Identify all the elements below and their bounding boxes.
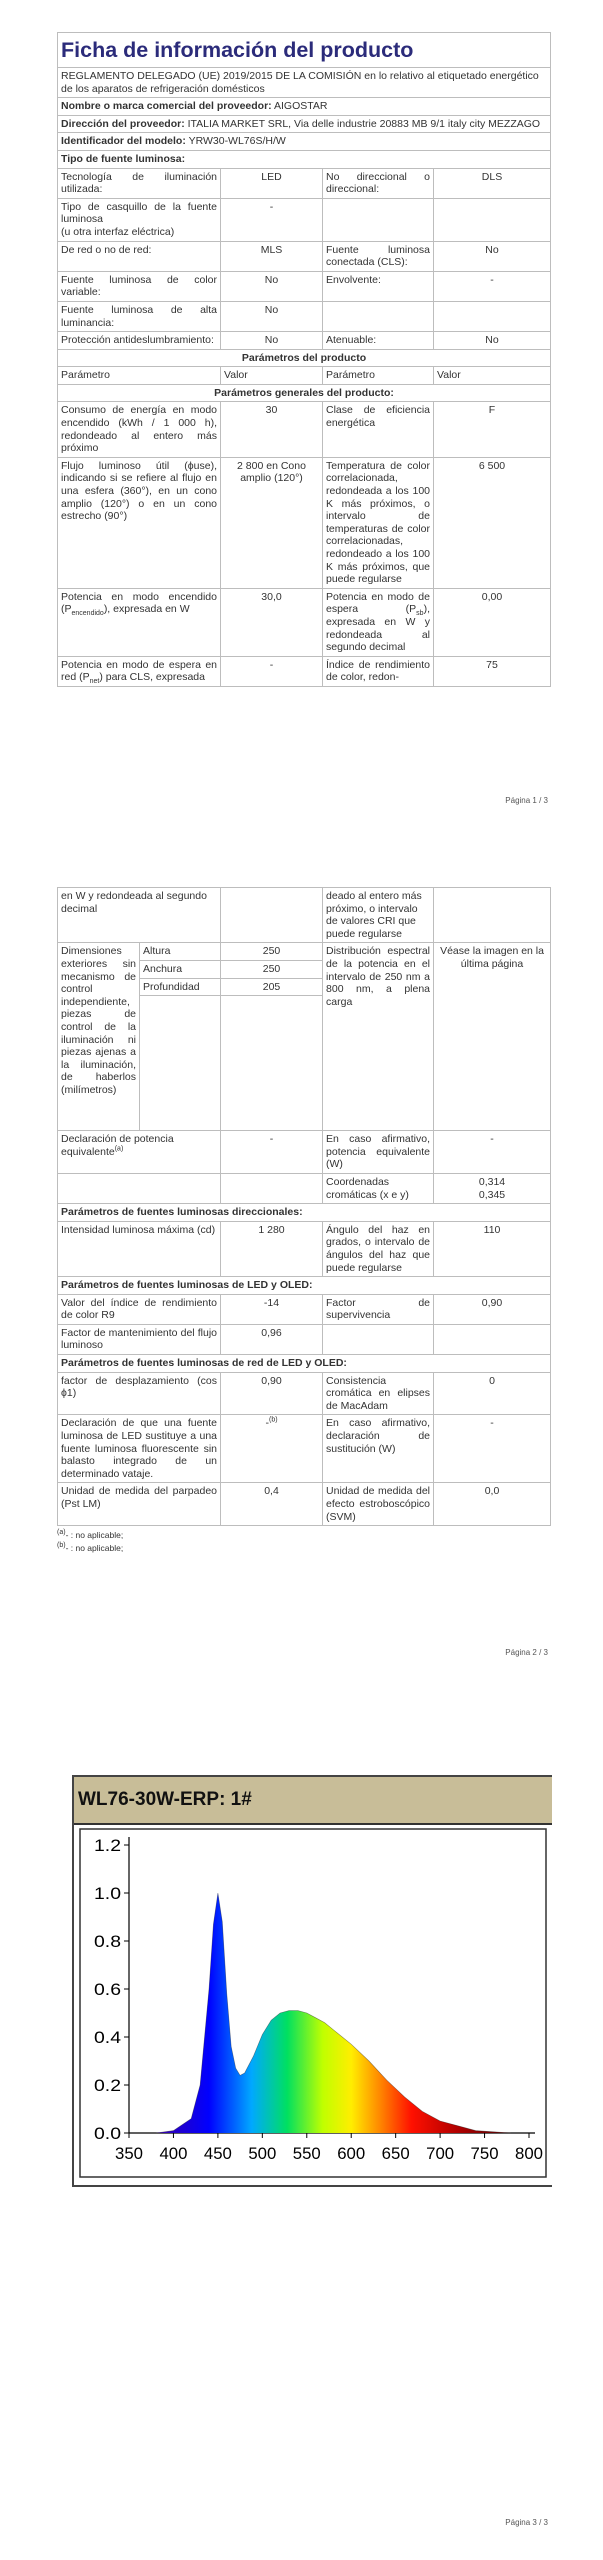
led-value-2: 0,90: [434, 1294, 551, 1324]
type-value-2: -: [434, 271, 551, 301]
type-value-2: No: [434, 241, 551, 271]
net-label: Unidad de medida del parpadeo (Pst LM): [58, 1483, 221, 1526]
param-row: [58, 402, 551, 457]
supplier-value: AIGOSTAR: [274, 100, 328, 113]
max-intensity-label: Intensidad luminosa máxima (cd): [58, 1221, 221, 1276]
param-value-2: F: [434, 402, 551, 457]
type-value-2: [434, 198, 551, 241]
col-header-param: Parámetro: [58, 367, 221, 385]
param-row: [58, 457, 551, 588]
model-value: YRW30-WL76S/H/W: [188, 135, 286, 148]
net-value-2: 0,0: [434, 1483, 551, 1526]
net-row: [58, 1372, 551, 1415]
led-value: 0,96: [221, 1324, 323, 1354]
col-header-value: Valor: [434, 367, 551, 385]
type-value: -: [221, 198, 323, 241]
type-label-2: [323, 301, 434, 331]
param-value: 2 800 en Cono amplio (120°): [221, 457, 323, 588]
page-number-1: Página 1 / 3: [505, 796, 548, 805]
net-label: Declaración de que una fuente luminosa de LED sustituye a una fuente luminosa fluorescente sin balasto integrado de un determinado vataje.: [58, 1415, 221, 1483]
equiv-power-label: En caso afirmativo, potencia equivalente (W): [323, 1131, 434, 1174]
x-tick-label: 350: [115, 2144, 143, 2163]
footnote: $^{(a)}$- : no aplicable;: [57, 1529, 124, 1541]
light-source-type-heading: Tipo de fuente luminosa:: [58, 150, 551, 168]
chart-title: WL76-30W-ERP: 1#: [78, 1789, 252, 1810]
net-row: [58, 1415, 551, 1483]
cri-value: 75: [434, 656, 551, 686]
type-row: [58, 271, 551, 301]
param-label: Consumo de energía en modo encendido (kWh / 1 000 h), redondeado al entero más próximo: [58, 402, 221, 457]
x-tick-label: 550: [292, 2144, 321, 2163]
power-on-label: Potencia en modo encendido $(P_{encendido})$, expresada en W: [58, 588, 221, 656]
general-params-heading: Parámetros generales del producto:: [58, 384, 551, 402]
page-number-2: Página 2 / 3: [505, 1648, 548, 1657]
page-1: [57, 32, 550, 687]
x-tick-label: 750: [470, 2144, 499, 2163]
dim-value: 250: [221, 943, 323, 961]
param-value-2: 6 500: [434, 457, 551, 588]
dim-key: Altura: [140, 943, 221, 961]
y-tick-label: 0.4: [94, 2028, 121, 2047]
type-value: No: [221, 332, 323, 350]
standby-value: 0,00: [434, 588, 551, 656]
net-value: 0,90: [221, 1372, 323, 1415]
network-standby-label: Potencia en modo de espera en red $(P_{net})$ para CLS, expresada: [58, 656, 221, 686]
address-row: Dirección del proveedor: ITALIA MARKET SRL, Via delle industrie 20883 MB 9/1 italy city MEZZAGO: [58, 115, 551, 133]
type-label-2: Fuente luminosa conectada (CLS):: [323, 241, 434, 271]
type-label-2: Atenuable:: [323, 332, 434, 350]
type-value-2: [434, 301, 551, 331]
type-label-2: [323, 198, 434, 241]
col-header-param: Parámetro: [323, 367, 434, 385]
equiv-power-value: -: [434, 1131, 551, 1174]
equiv-value: -: [221, 1131, 323, 1174]
type-label: Tecnología de iluminación utilizada:: [58, 168, 221, 198]
y-tick-label: 0.6: [94, 1980, 121, 1999]
chroma-value: 0,314 0,345: [434, 1173, 551, 1203]
type-value: MLS: [221, 241, 323, 271]
regulation-text: REGLAMENTO DELEGADO (UE) 2019/2015 DE LA COMISIÓN en lo relativo al etiquetado energético de los aparatos de refrigeración domésticos: [58, 68, 551, 98]
x-tick-label: 650: [381, 2144, 410, 2163]
param-label: Flujo luminoso útil (ϕuse), indicando si se refiere al flujo en una esfera (360°), en un cono amplio (120°) o en un cono estrecho (90°): [58, 457, 221, 588]
y-tick-label: 0.2: [94, 2076, 121, 2095]
spectrum-chart-frame: [72, 1775, 552, 2187]
led-oled-heading: Parámetros de fuentes luminosas de LED y OLED:: [58, 1277, 551, 1295]
x-tick-label: 800: [515, 2144, 543, 2163]
led-label: Factor de mantenimiento del flujo luminoso: [58, 1324, 221, 1354]
type-label: Protección antideslumbramiento:: [58, 332, 221, 350]
y-tick-label: 1.2: [94, 1836, 121, 1855]
x-tick-label: 700: [426, 2144, 455, 2163]
cri-label: Índice de rendimiento de color, redon-: [323, 656, 434, 686]
page-title: Ficha de información del producto: [58, 33, 551, 68]
type-row: [58, 301, 551, 331]
dim-key: Anchura: [140, 960, 221, 978]
net-value-2: 0: [434, 1372, 551, 1415]
led-value-2: [434, 1324, 551, 1354]
led-row: [58, 1324, 551, 1354]
spectrum-area: [156, 1893, 512, 2133]
net-label-2: En caso afirmativo, declaración de sustitución (W): [323, 1415, 434, 1483]
spectral-value: Véase la imagen en la última página: [434, 943, 551, 1131]
address-value: ITALIA MARKET SRL, Via delle industrie 20883 MB 9/1 italy city MEZZAGO: [187, 117, 541, 130]
spectrum-chart: [74, 1825, 552, 2185]
net-label-2: Unidad de medida del efecto estroboscópico (SVM): [323, 1483, 434, 1526]
power-on-value: 30,0: [221, 588, 323, 656]
net-value: 0,4: [221, 1483, 323, 1526]
page-2: [57, 887, 550, 1555]
param-value: 30: [221, 402, 323, 457]
page-number-3: Página 3 / 3: [505, 2518, 548, 2527]
type-label: Tipo de casquillo de la fuente luminosa (u otra interfaz eléctrica): [58, 198, 221, 241]
param-label-2: Clase de eficiencia energética: [323, 402, 434, 457]
product-params-heading: Parámetros del producto: [58, 349, 551, 367]
type-value: No: [221, 271, 323, 301]
beam-angle-value: 110: [434, 1221, 551, 1276]
type-label-2: No direccional o direccional:: [323, 168, 434, 198]
dim-value: 205: [221, 978, 323, 996]
net-row: [58, 1483, 551, 1526]
type-row: [58, 168, 551, 198]
type-label: Fuente luminosa de color variable:: [58, 271, 221, 301]
type-row: [58, 198, 551, 241]
type-value: No: [221, 301, 323, 331]
supplier-row: Nombre o marca comercial del proveedor: AIGOSTAR: [58, 98, 551, 116]
x-tick-label: 600: [337, 2144, 366, 2163]
x-tick-label: 500: [248, 2144, 277, 2163]
network-standby-value: -: [221, 656, 323, 686]
type-value-2: No: [434, 332, 551, 350]
type-label-2: Envolvente:: [323, 271, 434, 301]
chroma-label: Coordenadas cromáticas (x e y): [323, 1173, 434, 1203]
spectral-label: Distribución espectral de la potencia en el intervalo de 250 nm a 800 nm, a plena carga: [323, 943, 434, 1131]
type-label: De red o no de red:: [58, 241, 221, 271]
network-standby-cont: en W y redondeada al segundo decimal: [58, 888, 221, 943]
type-row: [58, 241, 551, 271]
y-tick-label: 0.8: [94, 1932, 121, 1951]
type-value-2: DLS: [434, 168, 551, 198]
net-label-2: Consistencia cromática en elipses de MacAdam: [323, 1372, 434, 1415]
standby-label: Potencia en modo de espera $(P_{sb})$, expresada en W y redondeada al segundo decimal: [323, 588, 434, 656]
product-sheet-table-1: [57, 32, 551, 687]
model-row: Identificador del modelo: YRW30-WL76S/H/W: [58, 133, 551, 151]
param-label-2: Temperatura de color correlacionada, redondeada a los 100 K más próximos, o intervalo de temperaturas de color correlacionadas, redondeado a los 100 K más próximos, que puede regularse: [323, 457, 434, 588]
y-tick-label: 0.0: [94, 2124, 121, 2143]
footnote: $^{(b)}$- : no aplicable;: [57, 1542, 124, 1554]
type-row: [58, 332, 551, 350]
directional-heading: Parámetros de fuentes luminosas direccionales:: [58, 1204, 551, 1222]
led-row: [58, 1294, 551, 1324]
cri-cont: deado al entero más próximo, o intervalo de valores CRI que puede regularse: [323, 888, 434, 943]
led-label-2: [323, 1324, 434, 1354]
led-net-heading: Parámetros de fuentes luminosas de red de LED y OLED:: [58, 1355, 551, 1373]
led-value: -14: [221, 1294, 323, 1324]
x-tick-label: 400: [159, 2144, 188, 2163]
col-header-value: Valor: [221, 367, 323, 385]
dim-value: 250: [221, 960, 323, 978]
type-value: LED: [221, 168, 323, 198]
net-value-2: -: [434, 1415, 551, 1483]
y-tick-label: 1.0: [94, 1884, 121, 1903]
dim-key: Profundidad: [140, 978, 221, 996]
chart-header: [74, 1777, 552, 1825]
net-value: -$^{(b)}$: [221, 1415, 323, 1483]
x-tick-label: 450: [203, 2144, 232, 2163]
led-label-2: Factor de supervivencia: [323, 1294, 434, 1324]
type-label: Fuente luminosa de alta luminancia:: [58, 301, 221, 331]
dimensions-label: Dimensiones exteriores sin mecanismo de control independiente, piezas de control de la iluminación ni piezas ajenas a la iluminación, de haberlos (milímetros): [58, 943, 140, 1131]
product-sheet-table-2: [57, 887, 551, 1526]
led-label: Valor del índice de rendimiento de color R9: [58, 1294, 221, 1324]
footnotes: [57, 1529, 550, 1555]
equiv-label: Declaración de potencia equivalente$^{(a)}$: [58, 1131, 221, 1174]
beam-angle-label: Ángulo del haz en grados, o intervalo de ángulos del haz que puede regularse: [323, 1221, 434, 1276]
max-intensity-value: 1 280: [221, 1221, 323, 1276]
net-label: factor de desplazamiento (cos ϕ1): [58, 1372, 221, 1415]
